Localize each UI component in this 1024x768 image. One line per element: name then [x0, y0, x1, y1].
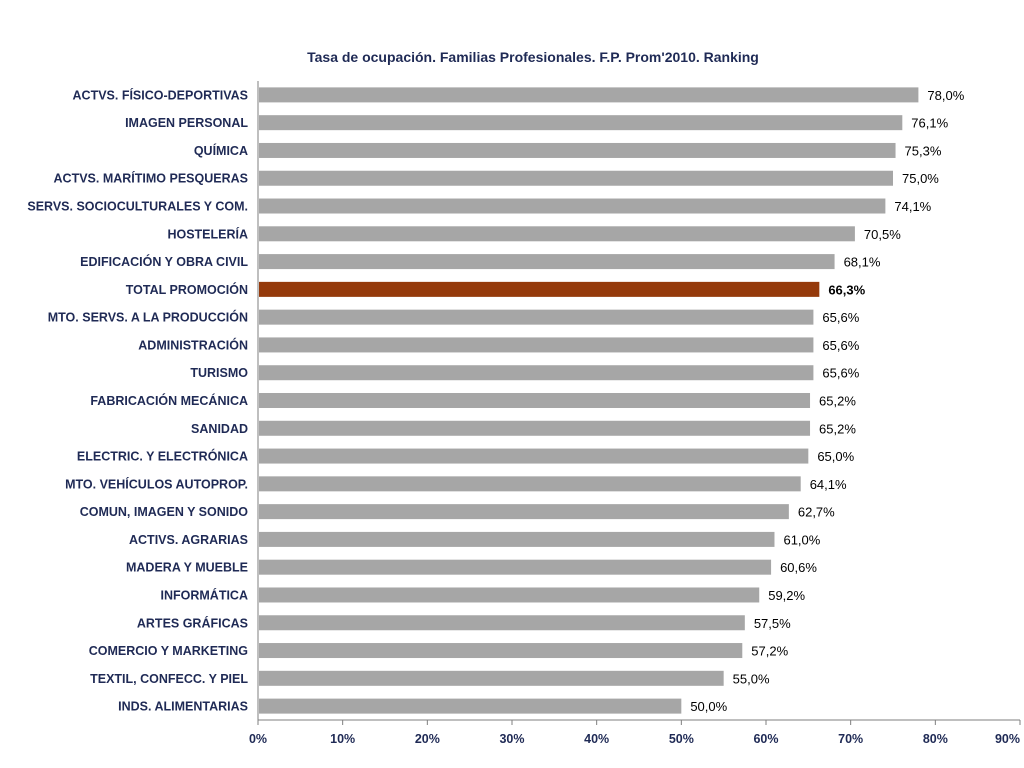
data-label: 68,1% [843, 254, 881, 270]
x-tick-label: 90% [994, 732, 1020, 746]
category-label: IMAGEN PERSONAL [125, 116, 248, 131]
category-label: ACTIVS. AGRARIAS [129, 532, 248, 547]
category-label: TURISMO [190, 366, 248, 381]
data-label: 65,0% [817, 449, 855, 465]
category-label: TOTAL PROMOCIÓN [125, 282, 248, 297]
bar [259, 393, 810, 408]
x-tick-label: 60% [753, 732, 779, 746]
category-label: TEXTIL, CONFECC. Y PIEL [90, 671, 248, 686]
x-tick-label: 50% [668, 732, 694, 746]
category-label: ARTES GRÁFICAS [136, 616, 248, 631]
bar [259, 615, 745, 630]
category-label: MTO. VEHÍCULOS AUTOPROP. [65, 477, 248, 492]
data-label: 78,0% [927, 87, 965, 103]
x-tick-label: 80% [922, 732, 948, 746]
data-label: 65,6% [822, 365, 860, 381]
category-labels-group [27, 87, 248, 713]
data-label: 64,1% [809, 476, 847, 492]
bar [259, 476, 801, 491]
x-tick-label: 0% [248, 732, 268, 746]
data-label: 75,3% [904, 143, 942, 159]
bar [259, 115, 902, 130]
category-label: INDS. ALIMENTARIAS [118, 699, 248, 714]
data-label: 60,6% [780, 560, 817, 576]
x-tick-label: 10% [330, 732, 356, 746]
category-label: SANIDAD [191, 421, 248, 436]
bar [259, 87, 918, 102]
x-tick-label: 70% [838, 732, 864, 746]
bar [259, 449, 808, 464]
x-tick-label: 40% [584, 732, 610, 746]
x-tick-label: 20% [414, 732, 440, 746]
category-label: INFORMÁTICA [160, 588, 248, 603]
data-label: 62,7% [797, 504, 835, 520]
data-label: 74,1% [894, 199, 932, 215]
x-tick-label: 30% [499, 732, 525, 746]
bar [259, 143, 896, 158]
category-label: HOSTELERÍA [167, 227, 248, 242]
bar [259, 282, 819, 297]
category-label: COMUN, IMAGEN Y SONIDO [79, 505, 248, 520]
chart-title: Tasa de ocupación. Familias Profesionales. F.P. Prom'2010. Ranking [307, 49, 759, 65]
category-label: ACTVS. FÍSICO-DEPORTIVAS [72, 88, 248, 103]
category-label: ADMINISTRACIÓN [138, 338, 248, 353]
data-label: 65,6% [822, 337, 860, 353]
category-label: SERVS. SOCIOCULTURALES Y COM. [27, 199, 248, 214]
category-label: FABRICACIÓN MECÁNICA [90, 394, 248, 408]
bar [259, 421, 810, 436]
bar [259, 560, 771, 575]
bar [259, 226, 855, 241]
data-label: 66,3% [828, 282, 866, 298]
data-label: 65,6% [822, 310, 860, 326]
category-label: ELECTRIC. Y ELECTRÓNICA [76, 449, 248, 464]
data-label: 50,0% [690, 699, 728, 715]
data-label: 61,0% [783, 532, 821, 548]
bar [259, 199, 885, 214]
data-label: 76,1% [911, 115, 949, 131]
data-label: 59,2% [768, 587, 806, 603]
bar [259, 337, 813, 352]
bar [259, 365, 813, 380]
bar [259, 532, 774, 547]
bar [259, 643, 742, 658]
category-label: MADERA Y MUEBLE [125, 560, 248, 575]
category-label: QUÍMICA [193, 143, 248, 158]
data-label: 57,2% [751, 643, 789, 659]
bar [259, 699, 681, 714]
category-label: COMERCIO Y MARKETING [88, 644, 248, 659]
x-axis-ticks-group [249, 720, 1020, 746]
bar [259, 671, 724, 686]
bar [259, 171, 893, 186]
bar [259, 310, 813, 325]
data-label: 75,0% [902, 171, 939, 187]
data-label: 55,0% [732, 671, 770, 687]
category-label: EDIFICACIÓN Y OBRA CIVIL [80, 255, 248, 270]
category-label: MTO. SERVS. A LA PRODUCCIÓN [47, 310, 248, 325]
bar [259, 587, 759, 602]
bar [259, 504, 789, 519]
bar [259, 254, 835, 269]
data-label: 65,2% [819, 421, 856, 437]
data-label: 57,5% [753, 615, 791, 631]
data-label: 65,2% [819, 393, 856, 409]
category-label: ACTVS. MARÍTIMO PESQUERAS [53, 171, 248, 186]
data-label: 70,5% [863, 226, 901, 242]
